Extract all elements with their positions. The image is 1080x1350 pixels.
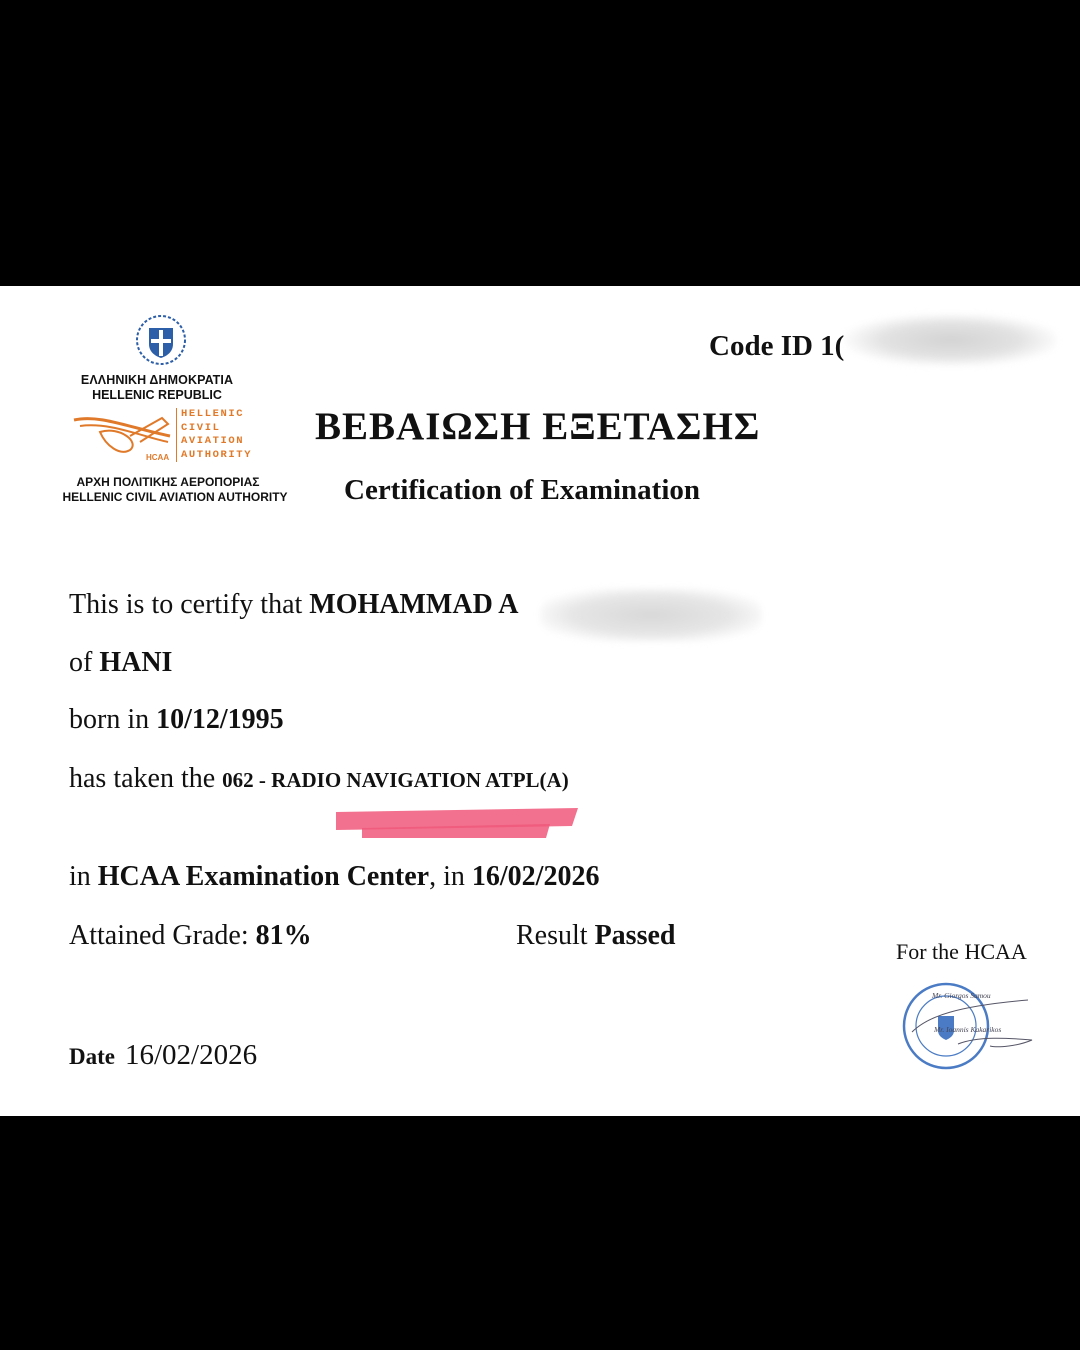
birth-line [69, 704, 284, 736]
certify-line [69, 589, 518, 621]
title-english: Certification of Examination [344, 474, 701, 506]
hcaa-aircraft-logo-icon [70, 406, 180, 464]
grade-line [69, 920, 312, 952]
of-prefix: of [69, 647, 100, 678]
authority-english-label: HELLENIC CIVIL AVIATION AUTHORITY [62, 490, 288, 504]
hcaa-word: CIVIL [181, 421, 221, 434]
hcaa-word: AUTHORITY [181, 448, 253, 461]
hcaa-word: HELLENIC [181, 408, 245, 420]
official-stamp-signature-icon [898, 976, 1038, 1076]
exam-center-line [69, 861, 599, 893]
born-prefix: born in [69, 704, 157, 735]
grade-label: Attained Grade: [69, 920, 256, 951]
issue-date-row [69, 1039, 257, 1072]
grade-value: 81% [255, 920, 312, 951]
father-name: HANI [99, 647, 173, 678]
in-prefix: in [69, 861, 98, 892]
signature-1: Mr. Giorgos Samou [932, 991, 991, 1000]
greek-coat-of-arms-icon [135, 314, 187, 366]
subject-line [69, 763, 569, 795]
republic-english-label: HELLENIC REPUBLIC [92, 388, 222, 402]
date-value: 16/02/2026 [124, 1039, 258, 1071]
hcaa-abbrev: HCAA [146, 453, 170, 462]
certify-prefix: This is to certify that [69, 589, 310, 620]
exam-subject: 062 - RADIO NAVIGATION ATPL(A) [222, 768, 569, 792]
pink-highlight-mark [332, 806, 582, 840]
result-label: Result [516, 920, 595, 951]
date-label: Date [69, 1044, 115, 1069]
code-id: Code ID 1( [709, 330, 845, 362]
signature-2: Mr. Ioannis Kakarikos [934, 1025, 1002, 1034]
candidate-name: MOHAMMAD A [309, 589, 519, 620]
title-greek: ΒΕΒΑΙΩΣΗ ΕΞΕΤΑΣΗΣ [315, 405, 761, 448]
exam-date: 16/02/2026 [471, 861, 600, 892]
for-hcaa-label: For the HCAA [896, 939, 1027, 964]
redacted-name-blur [540, 588, 762, 642]
result-line [516, 920, 675, 952]
republic-greek-label: ΕΛΛΗΝΙΚΗ ΔΗΜΟΚΡΑΤΙΑ [80, 373, 234, 387]
date-separator: , in [429, 861, 472, 892]
hcaa-logo-text [176, 408, 252, 462]
certificate-document [0, 286, 1080, 1116]
taken-prefix: has taken the [69, 763, 223, 794]
hcaa-word: AVIATION [181, 435, 245, 447]
birth-date: 10/12/1995 [156, 704, 284, 735]
result-value: Passed [594, 920, 676, 951]
redacted-code-blur [845, 314, 1057, 366]
exam-center: HCAA Examination Center [97, 861, 430, 892]
father-line [69, 647, 172, 679]
authority-greek-label: ΑΡΧΗ ΠΟΛΙΤΙΚΗΣ ΑΕΡΟΠΟΡΙΑΣ [76, 475, 260, 489]
